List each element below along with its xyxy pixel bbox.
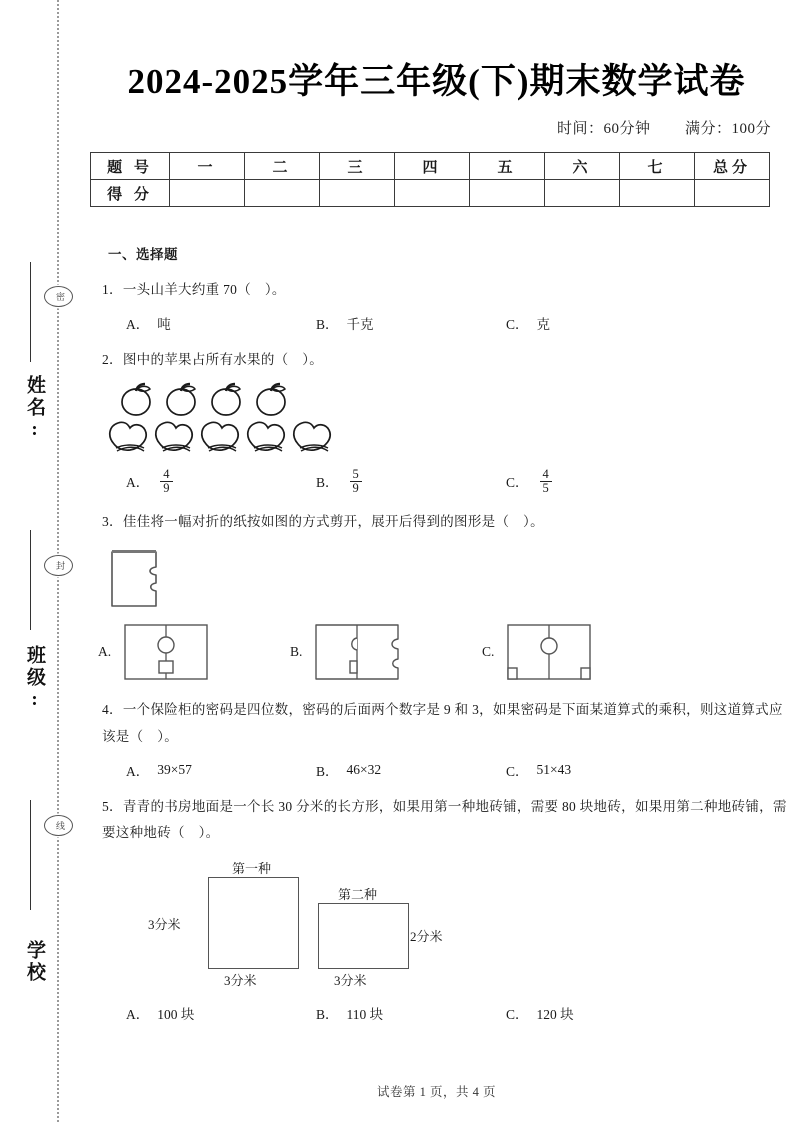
option-c-text: 120 块: [536, 1007, 574, 1023]
question-2-fruit-figure: [106, 382, 793, 458]
score-cell-4[interactable]: [395, 180, 470, 207]
apple-icon: [257, 384, 285, 415]
score-col-6: 六: [545, 153, 620, 180]
question-1-option-a[interactable]: [126, 313, 316, 333]
seal-rule-name: [30, 262, 31, 362]
question-4-option-c[interactable]: [506, 760, 696, 780]
question-3-option-a[interactable]: [98, 621, 290, 683]
question-4-text: 一个保险柜的密码是四位数，密码的后面两个数字是 9 和 3，如果密码是下面某道算式的乘积，则这道算式应该是（ ）。: [102, 702, 783, 744]
seal-label-class: 班级:: [24, 645, 45, 713]
score-table-value-row: [91, 180, 770, 207]
unfolded-shape-a-icon: [121, 621, 211, 683]
fraction-denominator: 5: [540, 481, 552, 495]
question-2-number: 2．: [102, 352, 123, 368]
question-5-option-c[interactable]: [506, 1003, 696, 1023]
question-2-option-a[interactable]: [126, 468, 316, 495]
score-table-header-row: [91, 153, 770, 180]
score-col-3: 三: [320, 153, 395, 180]
peach-icon: [202, 422, 238, 451]
seal-mark-mi: 密: [44, 286, 73, 307]
exam-time: 时间：60分钟: [556, 121, 651, 137]
seal-mark-feng: 封: [44, 555, 73, 576]
score-col-1: 一: [170, 153, 245, 180]
option-c-fraction: [540, 468, 552, 495]
seal-margin: [0, 0, 80, 1122]
fraction-denominator: 9: [160, 481, 172, 495]
apple-icon: [167, 384, 195, 415]
question-1-options: [126, 313, 793, 333]
unfolded-shape-c-icon: [504, 621, 594, 683]
question-1: [102, 277, 793, 303]
exam-meta: [80, 117, 793, 138]
option-b-label: B．: [316, 317, 339, 333]
score-cell-1[interactable]: [170, 180, 245, 207]
score-table: [90, 152, 770, 207]
peach-icon: [156, 422, 192, 451]
tile-1-bottom-dim: 3分米: [224, 973, 257, 989]
option-c-label: C．: [506, 317, 529, 333]
option-b-text: 千克: [346, 317, 374, 333]
option-c-label: C．: [506, 475, 529, 491]
seal-rule-school: [30, 800, 31, 910]
score-cell-6[interactable]: [545, 180, 620, 207]
question-2: [102, 347, 793, 373]
question-3-options: [98, 621, 793, 683]
seal-mark-xian: 线: [44, 815, 73, 836]
fraction-numerator: 4: [542, 466, 549, 481]
fraction-denominator: 9: [350, 481, 362, 495]
option-c-text: 克: [536, 317, 551, 333]
question-4: [102, 697, 793, 750]
question-4-option-b[interactable]: [316, 760, 506, 780]
question-2-text: 图中的苹果占所有水果的（ ）。: [122, 352, 324, 368]
option-a-label: A．: [126, 475, 150, 491]
unfolded-shape-b-icon: [312, 621, 402, 683]
option-a-label: A.: [98, 644, 112, 660]
question-1-text: 一头山羊大约重 70（ ）。: [122, 282, 286, 297]
tile-2-caption: 第二种: [338, 887, 378, 903]
page-title: 2024-2025学年三年级(下)期末数学试卷: [127, 62, 746, 101]
question-3-option-b[interactable]: [290, 621, 482, 683]
option-a-label: A．: [126, 1007, 150, 1023]
option-b-fraction: [350, 468, 362, 495]
score-col-4: 四: [395, 153, 470, 180]
fraction-numerator: 4: [163, 466, 170, 481]
exam-total-score: 满分：100分: [684, 121, 771, 137]
option-a-text: 吨: [157, 317, 171, 333]
tile-2-bottom-dim: 3分米: [334, 973, 367, 989]
seal-rule-class: [30, 530, 31, 630]
question-1-option-c[interactable]: [506, 313, 696, 333]
question-2-options: [126, 468, 793, 495]
apple-icon: [122, 384, 150, 415]
score-col-total: 总分: [695, 153, 770, 180]
score-col-2: 二: [245, 153, 320, 180]
option-b-text: 46×32: [346, 761, 382, 777]
score-cell-2[interactable]: [245, 180, 320, 207]
question-4-number: 4．: [102, 702, 123, 718]
score-col-5: 五: [470, 153, 545, 180]
score-col-7: 七: [620, 153, 695, 180]
tile-2-right-dim: 2分米: [410, 929, 443, 945]
option-b-label: B．: [316, 1007, 339, 1023]
question-3-number: 3．: [102, 513, 123, 529]
question-3: [102, 509, 793, 535]
option-a-text: 100 块: [157, 1007, 195, 1023]
peach-icon: [294, 422, 330, 451]
score-cell-7[interactable]: [620, 180, 695, 207]
option-b-label: B．: [316, 763, 339, 779]
tile-1-caption: 第一种: [232, 861, 272, 877]
question-5-tile-figure: [140, 858, 793, 993]
question-5-option-b[interactable]: [316, 1003, 506, 1023]
question-5-number: 5．: [102, 798, 123, 814]
option-b-text: 110 块: [346, 1007, 384, 1023]
option-b-label: B.: [290, 644, 303, 660]
question-1-number: 1．: [102, 282, 123, 297]
peach-icon: [248, 422, 284, 451]
question-2-option-b[interactable]: [316, 468, 506, 495]
option-b-label: B．: [316, 475, 339, 491]
section-heading-choice: 一、选择题: [108, 247, 178, 262]
tile-2-shape: [318, 903, 409, 969]
tile-1-shape: [208, 877, 299, 969]
option-a-fraction: [160, 468, 172, 495]
question-3-text: 佳佳将一幅对折的纸按如图的方式剪开，展开后得到的图形是（ ）。: [122, 513, 544, 529]
page-footer: 试卷第 1 页，共 4 页: [376, 1085, 496, 1099]
question-4-options: [126, 760, 793, 780]
score-table-row-label-number: 题 号: [91, 153, 170, 180]
option-c-text: 51×43: [536, 761, 572, 777]
fruit-illustration: [106, 382, 356, 458]
apple-icon: [212, 384, 240, 415]
option-a-text: 39×57: [157, 761, 192, 777]
question-5: [102, 794, 793, 847]
option-c-label: C．: [506, 763, 529, 779]
peach-icon: [110, 422, 146, 451]
exam-page: [80, 0, 793, 1122]
tile-1-left-dim: 3分米: [148, 917, 181, 933]
fraction-numerator: 5: [352, 466, 359, 481]
question-5-options: [126, 1003, 793, 1023]
question-5-option-a[interactable]: [126, 1003, 316, 1023]
option-c-label: C.: [482, 644, 495, 660]
score-cell-5[interactable]: [470, 180, 545, 207]
question-5-text: 青青的书房地面是一个长 30 分米的长方形，如果用第一种地砖铺，需要 80 块地砖，如果用第二种地砖铺，需要这种地砖（ ）。: [102, 798, 787, 841]
score-table-row-label-score: 得 分: [91, 180, 170, 207]
score-cell-total[interactable]: [695, 180, 770, 207]
question-3-folded-paper-figure: [106, 547, 793, 611]
seal-label-name: 姓名:: [24, 375, 45, 443]
question-4-option-a[interactable]: [126, 760, 316, 780]
option-a-label: A．: [126, 763, 150, 779]
question-3-option-c[interactable]: [482, 621, 674, 683]
seal-label-school: 学校: [24, 940, 45, 984]
folded-paper-icon: [106, 547, 176, 611]
option-a-label: A．: [126, 317, 150, 333]
score-cell-3[interactable]: [320, 180, 395, 207]
question-1-option-b[interactable]: [316, 313, 506, 333]
option-c-label: C．: [506, 1007, 529, 1023]
question-2-option-c[interactable]: [506, 468, 696, 495]
